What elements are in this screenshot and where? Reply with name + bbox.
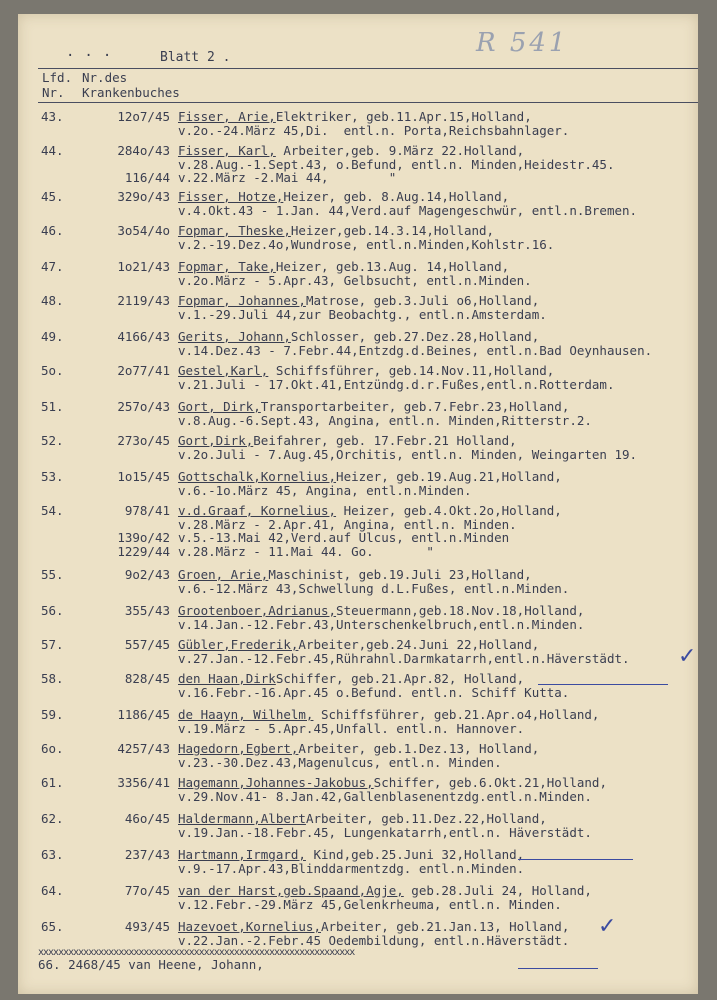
underlined-name: de Haayn, Wilhelm, <box>178 707 314 722</box>
entry-line: v.28.Aug.-1.Sept.43, o.Befund, entl.n. Minden,Heidestr.45. <box>178 156 615 172</box>
sickbook-number: 2119/43 <box>117 293 170 308</box>
header-krankenbuches: Krankenbuches <box>82 85 180 100</box>
entry-line: Hagedorn,Egbert,Arbeiter, geb.1.Dez.13, Holland, <box>178 741 540 756</box>
entry-text <box>178 110 569 137</box>
entry-text <box>178 190 637 217</box>
pen-underline <box>518 968 598 969</box>
entry-line: v.19.Jan.-18.Febr.45, Lungenkatarrh,entl.n. Häverstädt. <box>178 824 592 840</box>
sickbook-number: 139o/42 <box>117 530 170 545</box>
entry-number: 46. <box>41 223 64 238</box>
entry-line: v.6.-1o.März 45, Angina, entl.n.Minden. <box>178 482 472 498</box>
sickbook-number: 1o21/43 <box>117 259 170 274</box>
entry-line: v.12.Febr.-29.März 45,Gelenkrheuma, entl.n. Minden. <box>178 896 562 912</box>
entry-line: Fisser, Arie,Elektriker, geb.11.Apr.15,Holland, <box>178 109 532 124</box>
entry-number: 58. <box>41 671 64 686</box>
entry-line: Hartmann,Irmgard, Kind,geb.25.Juni 32,Holland, <box>178 847 525 862</box>
check-mark-icon: ✓ <box>598 914 617 939</box>
crossed-out-row: xxxxxxxxxxxxxxxxxxxxxxxxxxxxxxxxxxxxxxxxxxxxxxxxxxxxxxxxxxxxxxx <box>38 947 355 958</box>
entry-text <box>178 224 554 251</box>
entry-text <box>178 884 592 911</box>
underlined-name: den Haan,Dirk <box>178 671 276 686</box>
entry-number: 55. <box>41 567 64 582</box>
pen-underline <box>538 684 668 685</box>
entry-line: v.16.Febr.-16.Apr.45 o.Befund. entl.n. Schiff Kutta. <box>178 684 570 700</box>
entry-line: den Haan,DirkSchiffer, geb.21.Apr.82, Holland, <box>178 671 525 686</box>
sickbook-number: 273o/45 <box>117 433 170 448</box>
entry-number: 57. <box>41 637 64 652</box>
pen-underline <box>518 859 633 860</box>
struck-entry: 66. 2468/45 van Heene, Johann, <box>38 957 264 972</box>
entry-line: v.2.-19.Dez.4o,Wundrose, entl.n.Minden,Kohlstr.16. <box>178 236 555 252</box>
header-dots: ... <box>66 44 122 60</box>
underlined-name: Gestel,Karl, <box>178 363 269 378</box>
entry-line: Gübler,Frederik,Arbeiter,geb.24.Juni 22,Holland, <box>178 637 540 652</box>
entry-number: 45. <box>41 189 64 204</box>
document-page <box>18 14 698 994</box>
underlined-name: Hagemann,Johannes-Jakobus, <box>178 775 374 790</box>
entry-number: 6o. <box>41 741 64 756</box>
sickbook-number: 237/43 <box>124 847 170 862</box>
sickbook-number: 3o54/4o <box>117 223 170 238</box>
sickbook-number: 828/45 <box>124 671 170 686</box>
sickbook-number: 355/43 <box>124 603 170 618</box>
entry-text <box>178 708 599 735</box>
header-rule-bottom <box>38 102 698 103</box>
entry-line: v.d.Graaf, Kornelius, Heizer, geb.4.Okt.2o,Holland, <box>178 503 562 518</box>
entry-line: v.28.März - 11.Mai 44. Go. " <box>178 543 434 559</box>
entry-text <box>178 470 562 497</box>
entry-line: van der Harst,geb.Spaand,Agje, geb.28.Juli 24, Holland, <box>178 883 592 898</box>
sickbook-number: 493/45 <box>124 919 170 934</box>
check-mark-icon: ✓ <box>678 644 697 669</box>
underlined-name: Gottschalk,Kornelius, <box>178 469 337 484</box>
entry-number: 56. <box>41 603 64 618</box>
entry-line: v.9.-17.Apr.43,Blinddarmentzdg. entl.n.Minden. <box>178 860 525 876</box>
underlined-name: Fopmar, Johannes, <box>178 293 306 308</box>
entry-line: Haldermann,AlbertArbeiter, geb.11.Dez.22,Holland, <box>178 811 547 826</box>
entry-line: v.14.Dez.43 - 7.Febr.44,Entzdg.d.Beines, entl.n.Bad Oeynhausen. <box>178 342 653 358</box>
sickbook-number: 257o/43 <box>117 399 170 414</box>
entry-number: 44. <box>41 143 64 158</box>
underlined-name: Groen, Arie, <box>178 567 269 582</box>
header-lfd: Lfd. <box>42 70 73 85</box>
underlined-name: Fisser, Karl, <box>178 143 276 158</box>
sickbook-number: 3356/41 <box>117 775 170 790</box>
entry-number: 54. <box>41 503 64 518</box>
entry-line: v.22.März -2.Mai 44, " <box>178 170 397 185</box>
entry-number: 47. <box>41 259 64 274</box>
underlined-name: Gort, Dirk, <box>178 399 261 414</box>
entry-line: de Haayn, Wilhelm, Schiffsführer, geb.21.Apr.o4,Holland, <box>178 707 600 722</box>
entry-text <box>178 812 592 839</box>
sickbook-number: 9o2/43 <box>124 567 170 582</box>
underlined-name: Fopmar, Theske, <box>178 223 291 238</box>
header-rule-top <box>38 68 698 69</box>
entry-number: 64. <box>41 883 64 898</box>
entry-line: Grootenboer,Adrianus,Steuermann,geb.18.Nov.18,Holland, <box>178 603 585 618</box>
entry-text <box>178 848 524 875</box>
underlined-name: v.d.Graaf, Kornelius, <box>178 503 337 518</box>
entry-line: Gort,Dirk,Beifahrer, geb. 17.Febr.21 Holland, <box>178 433 517 448</box>
underlined-name: Hazevoet,Kornelius, <box>178 919 321 934</box>
underlined-name: Hagedorn,Egbert, <box>178 741 299 756</box>
entry-number: 62. <box>41 811 64 826</box>
underlined-name: Fisser, Arie, <box>178 109 276 124</box>
entry-line: Fisser, Hotze,Heizer, geb. 8.Aug.14,Holland, <box>178 189 510 204</box>
underlined-name: Gort,Dirk, <box>178 433 254 448</box>
sickbook-number: 284o/43 <box>117 143 170 158</box>
entry-text <box>178 364 615 391</box>
entry-line: v.2o.Juli - 7.Aug.45,Orchitis, entl.n. Minden, Weingarten 19. <box>178 446 638 462</box>
entry-line: v.6.-12.März 43,Schwellung d.L.Fußes, entl.n.Minden. <box>178 580 570 596</box>
entry-number: 63. <box>41 847 64 862</box>
entry-line: v.2o.März - 5.Apr.43, Gelbsucht, entl.n.Minden. <box>178 272 532 288</box>
entry-text <box>178 144 615 185</box>
entry-text <box>178 604 584 631</box>
entry-line: Gort, Dirk,Transportarbeiter, geb.7.Febr.23,Holland, <box>178 399 570 414</box>
underlined-name: Grootenboer,Adrianus, <box>178 603 337 618</box>
entry-line: v.22.Jan.-2.Febr.45 Oedembildung, entl.n.Häverstädt. <box>178 932 570 948</box>
entry-line: Fisser, Karl, Arbeiter,geb. 9.März 22.Holland, <box>178 143 525 158</box>
sickbook-number: 77o/45 <box>124 883 170 898</box>
entry-number: 43. <box>41 109 64 124</box>
entry-number: 65. <box>41 919 64 934</box>
entry-line: v.23.-30.Dez.43,Magenulcus, entl.n. Minden. <box>178 754 502 770</box>
sickbook-number: 2o77/41 <box>117 363 170 378</box>
entry-text <box>178 504 562 558</box>
entry-text <box>178 294 547 321</box>
entry-number: 61. <box>41 775 64 790</box>
entry-text <box>178 400 592 427</box>
entry-number: 59. <box>41 707 64 722</box>
entry-line: Fopmar, Johannes,Matrose, geb.3.Juli o6,Holland, <box>178 293 540 308</box>
entry-line: v.8.Aug.-6.Sept.43, Angina, entl.n. Minden,Ritterstr.2. <box>178 412 592 428</box>
entry-line: v.19.März - 5.Apr.45,Unfall. entl.n. Hannover. <box>178 720 525 736</box>
sickbook-number: 116/44 <box>124 170 170 185</box>
entry-text <box>178 568 569 595</box>
entry-number: 53. <box>41 469 64 484</box>
sickbook-number: 4257/43 <box>117 741 170 756</box>
underlined-name: Gerits, Johann, <box>178 329 291 344</box>
underlined-name: Haldermann,Albert <box>178 811 306 826</box>
header-krankenbuch: Nr.des <box>82 70 128 85</box>
underlined-name: Fisser, Hotze, <box>178 189 284 204</box>
entry-line: v.21.Juli - 17.Okt.41,Entzündg.d.r.Fußes,entl.n.Rotterdam. <box>178 376 615 392</box>
entry-text <box>178 776 607 803</box>
sickbook-number: 12o7/45 <box>117 109 170 124</box>
entry-text <box>178 330 652 357</box>
entry-line: Gestel,Karl, Schiffsführer, geb.14.Nov.11,Holland, <box>178 363 555 378</box>
entry-line: v.1.-29.Juli 44,zur Beobachtg., entl.n.Amsterdam. <box>178 306 547 322</box>
header-nr: Nr. <box>42 85 65 100</box>
entry-text <box>178 920 569 947</box>
entry-line: v.4.Okt.43 - 1.Jan. 44,Verd.auf Magengeschwür, entl.n.Bremen. <box>178 202 638 218</box>
entry-line: v.28.März - 2.Apr.41, Angina, entl.n. Minden. <box>178 516 517 532</box>
sickbook-number: 1o15/45 <box>117 469 170 484</box>
pencil-annotation: R 541 <box>476 28 569 58</box>
entry-line: Fopmar, Take,Heizer, geb.13.Aug. 14,Holland, <box>178 259 510 274</box>
entry-text <box>178 260 532 287</box>
entry-number: 51. <box>41 399 64 414</box>
entry-number: 5o. <box>41 363 64 378</box>
sickbook-number: 1186/45 <box>117 707 170 722</box>
entry-line: Hagemann,Johannes-Jakobus,Schiffer, geb.6.Okt.21,Holland, <box>178 775 607 790</box>
entry-line: v.5.-13.Mai 42,Verd.auf Ulcus, entl.n.Minden <box>178 530 510 545</box>
sickbook-number: 329o/43 <box>117 189 170 204</box>
entry-line: Groen, Arie,Maschinist, geb.19.Juli 23,Holland, <box>178 567 532 582</box>
entry-text <box>178 742 539 769</box>
entry-line: Gerits, Johann,Schlosser, geb.27.Dez.28,Holland, <box>178 329 540 344</box>
entry-text <box>178 638 630 665</box>
entry-line: Fopmar, Theske,Heizer,geb.14.3.14,Holland, <box>178 223 495 238</box>
entry-line: v.29.Nov.41- 8.Jan.42,Gallenblasenentzdg.entl.n.Minden. <box>178 788 592 804</box>
sickbook-number: 46o/45 <box>124 811 170 826</box>
sickbook-number: 4166/43 <box>117 329 170 344</box>
entry-line: Hazevoet,Kornelius,Arbeiter, geb.21.Jan.13, Holland, <box>178 919 570 934</box>
underlined-name: Gübler,Frederik, <box>178 637 299 652</box>
entry-text <box>178 434 637 461</box>
entry-line: v.14.Jan.-12.Febr.43,Unterschenkelbruch,entl.n.Minden. <box>178 616 585 632</box>
page-title: Blatt 2 . <box>160 50 231 65</box>
entry-line: v.2o.-24.März 45,Di. entl.n. Porta,Reichsbahnlager. <box>178 122 570 138</box>
entry-line: v.27.Jan.-12.Febr.45,Rührahnl.Darmkatarrh,entl.n.Häverstädt. <box>178 650 630 666</box>
underlined-name: Fopmar, Take, <box>178 259 276 274</box>
underlined-name: van der Harst,geb.Spaand,Agje, <box>178 883 404 898</box>
sickbook-number: 557/45 <box>124 637 170 652</box>
entry-number: 52. <box>41 433 64 448</box>
sickbook-number: 1229/44 <box>117 543 170 559</box>
underlined-name: Hartmann,Irmgard, <box>178 847 306 862</box>
entry-line: Gottschalk,Kornelius,Heizer, geb.19.Aug.21,Holland, <box>178 469 562 484</box>
entry-number: 48. <box>41 293 64 308</box>
entry-number: 49. <box>41 329 64 344</box>
sickbook-number: 978/41 <box>124 503 170 518</box>
entry-text <box>178 672 569 699</box>
